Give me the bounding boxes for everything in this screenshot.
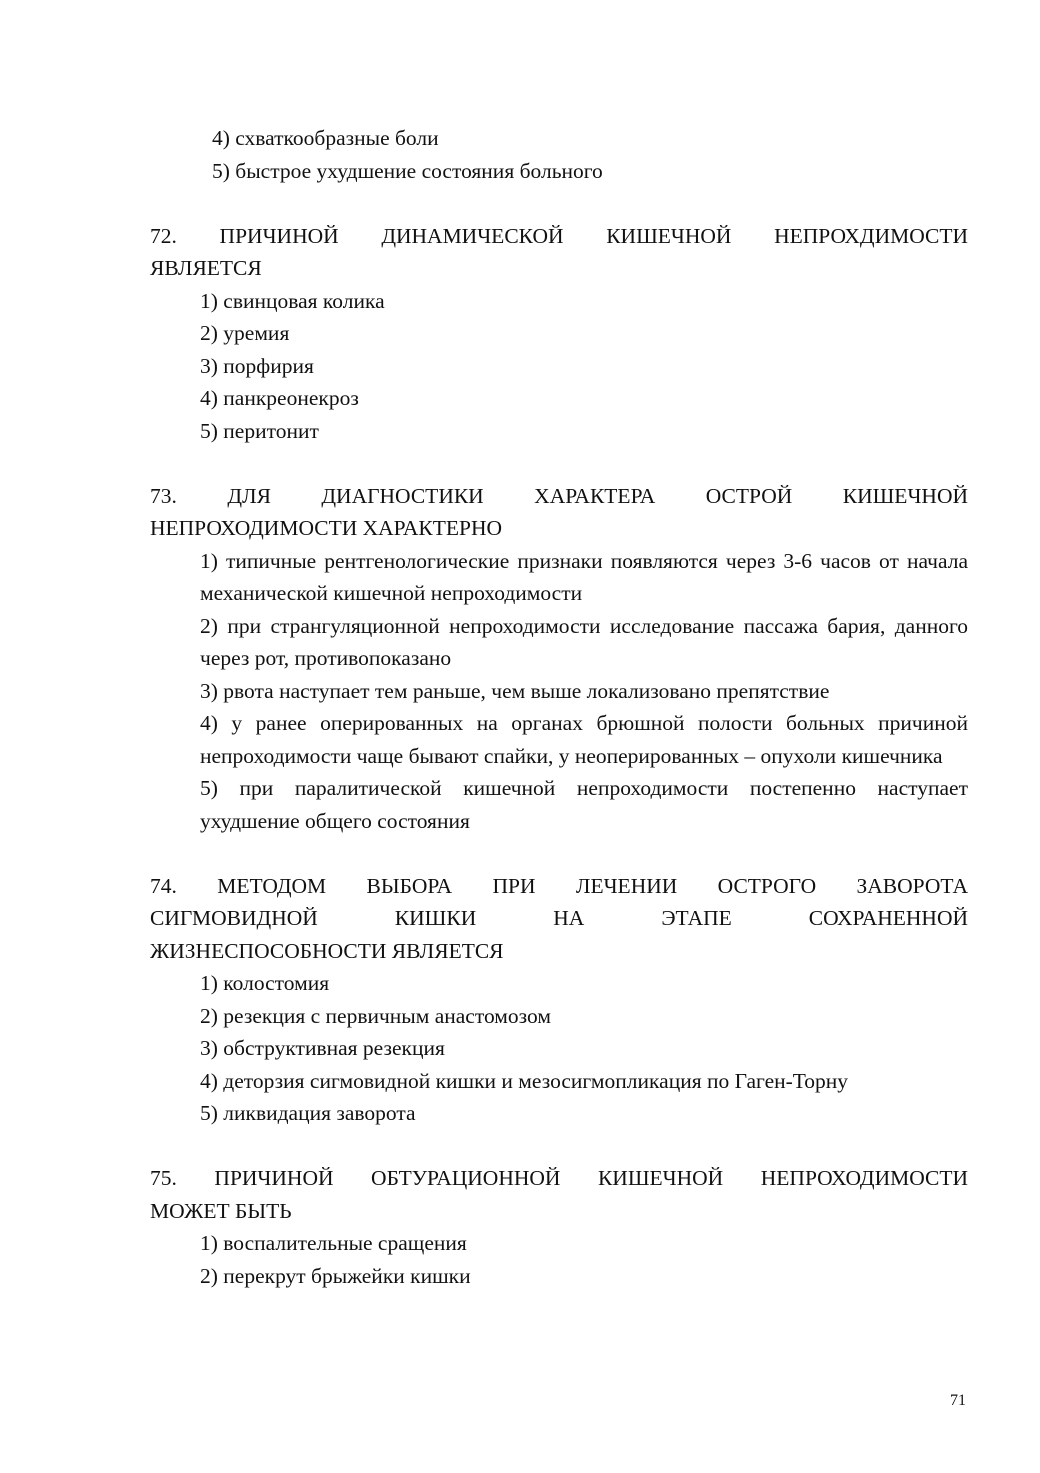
answer-option: 2) уремия xyxy=(200,321,290,345)
answer-option: 5) перитонит xyxy=(200,418,319,443)
answer-option: 3) рвота наступает тем раньше, чем выше локализовано препятствие xyxy=(200,678,830,703)
answer-options xyxy=(150,967,968,1130)
question-73 xyxy=(150,480,968,838)
answer-option: 4) панкреонекроз xyxy=(200,386,359,410)
answer-option: 2) при странгуляционной непроходимости исследование пассажа бария, данного через рот, противопоказано xyxy=(200,613,968,670)
question-stem-line: 73. ДЛЯ ДИАГНОСТИКИ ХАРАКТЕРА ОСТРОЙ КИШЕЧНОЙ xyxy=(150,483,968,508)
question-stem-line: 72. ПРИЧИНОЙ ДИНАМИЧЕСКОЙ КИШЕЧНОЙ НЕПРОХДИМОСТИ xyxy=(150,223,968,248)
carryover-options xyxy=(150,122,968,187)
answer-options xyxy=(150,1227,968,1292)
answer-option: 1) свинцовая колика xyxy=(200,288,385,313)
answer-options xyxy=(150,285,968,448)
question-stem-line: 74. МЕТОДОМ ВЫБОРА ПРИ ЛЕЧЕНИИ ОСТРОГО ЗАВОРОТА xyxy=(150,873,968,898)
question-stem-line: НЕПРОХОДИМОСТИ ХАРАКТЕРНО xyxy=(150,516,503,540)
answer-option: 1) воспалительные сращения xyxy=(200,1231,467,1255)
answer-option: 1) типичные рентгенологические признаки появляются через 3-6 часов от начала механической кишечной непроходимости xyxy=(200,548,968,605)
option: 5) быстрое ухудшение состояния больного xyxy=(212,158,603,183)
answer-option: 2) перекрут брыжейки кишки xyxy=(200,1263,471,1288)
answer-option: 1) колостомия xyxy=(200,971,330,995)
question-74 xyxy=(150,870,968,1130)
question-75 xyxy=(150,1162,968,1292)
answer-option: 5) при паралитической кишечной непроходимости постепенно наступает ухудшение общего состояния xyxy=(200,776,968,833)
answer-option: 3) порфирия xyxy=(200,353,314,378)
page-content xyxy=(150,122,968,1292)
question-72 xyxy=(150,220,968,448)
answer-option: 3) обструктивная резекция xyxy=(200,1036,445,1060)
question-stem-line: МОЖЕТ БЫТЬ xyxy=(150,1198,292,1223)
question-stem-line: ЯВЛЯЕТСЯ xyxy=(150,256,262,280)
answer-option: 2) резекция с первичным анастомозом xyxy=(200,1003,551,1028)
question-stem-line: СИГМОВИДНОЙ КИШКИ НА ЭТАПЕ СОХРАНЕННОЙ xyxy=(150,906,968,930)
page-number: 71 xyxy=(950,1392,966,1409)
answer-option: 4) деторзия сигмовидной кишки и мезосигмопликация по Гаген-Торну xyxy=(200,1068,849,1093)
question-stem-line: ЖИЗНЕСПОСОБНОСТИ ЯВЛЯЕТСЯ xyxy=(150,938,504,963)
answer-option: 4) у ранее оперированных на органах брюшной полости больных причиной непроходимости чаще бывают спайки, у неоперированных – опухоли кишечника xyxy=(200,711,968,768)
answer-option: 5) ликвидация заворота xyxy=(200,1101,416,1125)
option: 4) схваткообразные боли xyxy=(212,126,439,150)
answer-options xyxy=(150,545,968,838)
question-stem-line: 75. ПРИЧИНОЙ ОБТУРАЦИОННОЙ КИШЕЧНОЙ НЕПРОХОДИМОСТИ xyxy=(150,1166,968,1190)
